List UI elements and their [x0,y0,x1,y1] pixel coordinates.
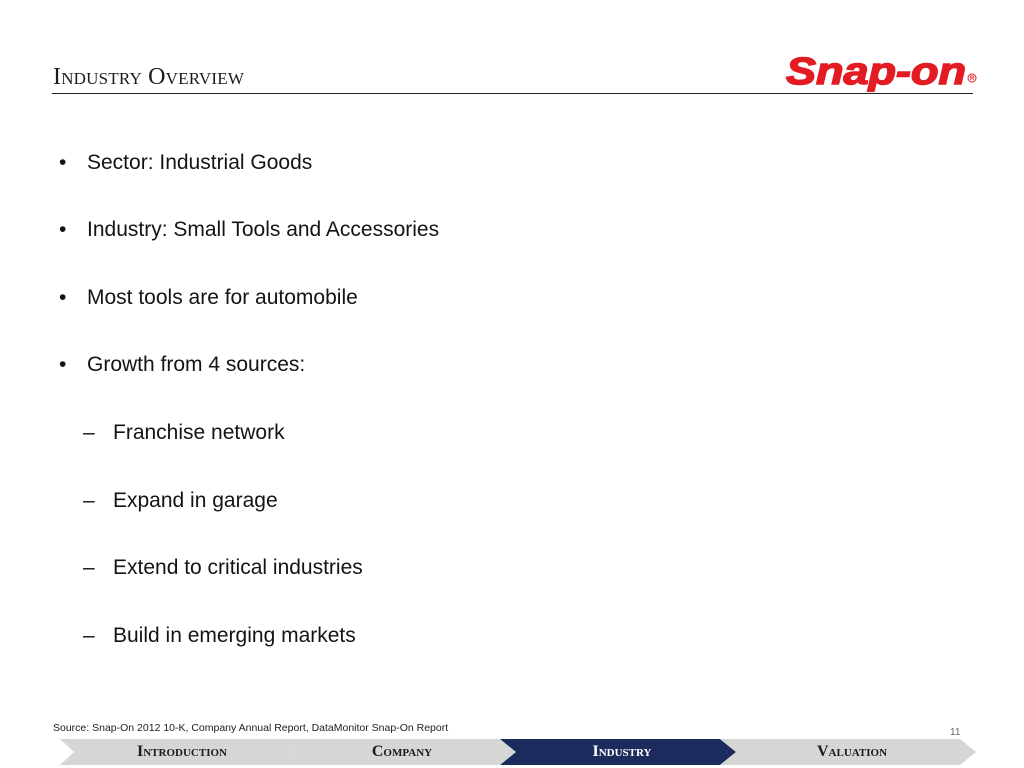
dash-marker: – [83,556,95,579]
bullet-marker: • [59,151,67,174]
nav-label-introduction[interactable]: Introduction [137,743,227,760]
svg-text:Snap-on: Snap-on [786,51,966,92]
sub-bullet-text: Build in emerging markets [113,624,356,647]
bullet-marker: • [59,353,67,376]
sub-bullet-item [83,487,278,515]
nav-label-valuation[interactable]: Valuation [816,743,888,760]
sub-bullet-item [83,419,285,447]
sub-bullet-item [83,554,363,582]
source-note: Source: Snap-On 2012 10-K, Company Annual Report, DataMonitor Snap-On Report [53,722,449,734]
sub-bullet-text: Extend to critical industries [113,556,363,579]
bullet-item [59,284,358,312]
page-number: 11 [950,727,961,738]
svg-text:R: R [969,76,975,82]
bullet-text: Sector: Industrial Goods [87,151,313,174]
bullet-text: Industry: Small Tools and Accessories [87,218,440,241]
slide-title: Industry Overview [53,64,245,90]
bullet-item [59,216,439,244]
bullet-item [59,149,312,177]
bullet-marker: • [59,218,67,241]
bullet-text: Most tools are for automobile [87,286,358,309]
sub-bullet-item [83,622,356,650]
bullet-item [59,351,305,379]
dash-marker: – [83,624,95,647]
nav-label-industry[interactable]: Industry [592,743,652,760]
sub-bullet-text: Expand in garage [113,489,278,512]
nav-label-company[interactable]: Company [371,743,433,760]
bullet-text: Growth from 4 sources: [87,353,306,376]
sub-bullet-text: Franchise network [113,421,285,444]
dash-marker: – [83,421,95,444]
dash-marker: – [83,489,95,512]
bullet-marker: • [59,286,67,309]
